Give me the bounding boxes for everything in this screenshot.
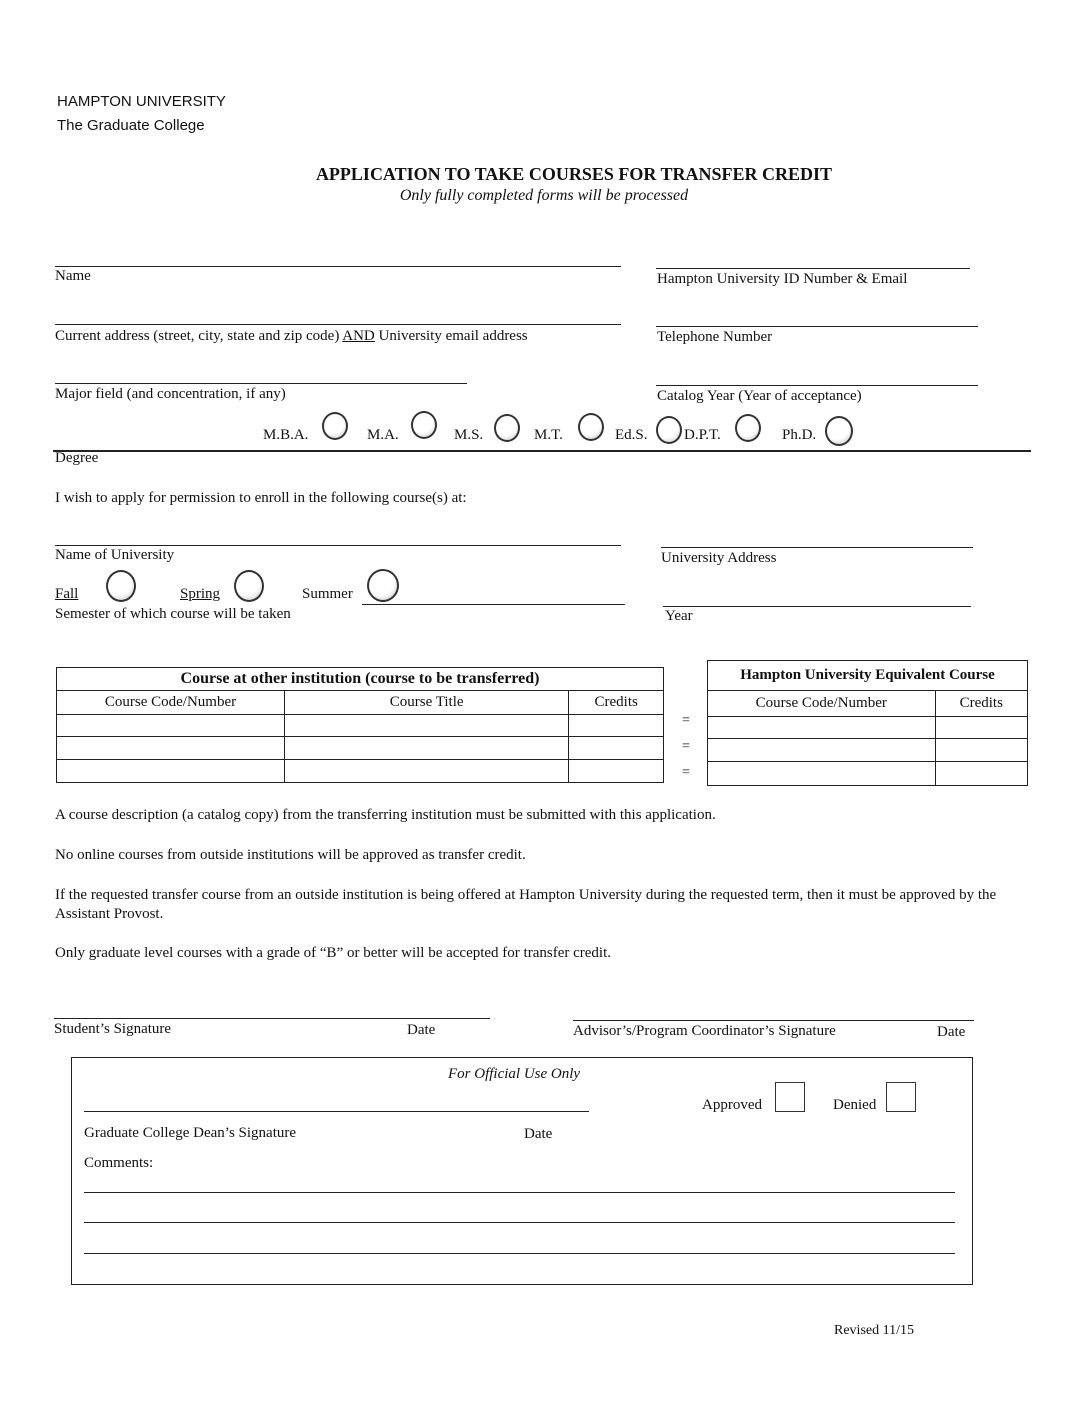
student-signature-field[interactable] xyxy=(54,1018,490,1019)
table-row xyxy=(57,760,664,783)
telephone-label: Telephone Number xyxy=(657,329,773,345)
course-code-cell[interactable] xyxy=(57,737,285,760)
course-title-cell[interactable] xyxy=(285,760,569,783)
enroll-statement: I wish to apply for permission to enroll in the following course(s) at: xyxy=(55,490,467,506)
column-header: Course Code/Number xyxy=(708,691,936,717)
hu-credits-cell[interactable] xyxy=(935,762,1028,786)
equals-sign: = xyxy=(682,739,690,754)
degree-option-label: M.A. xyxy=(367,427,399,443)
column-header: Credits xyxy=(935,691,1028,717)
name-label: Name xyxy=(55,268,91,284)
note-online-courses: No online courses from outside institutions will be approved as transfer credit. xyxy=(55,847,526,863)
form-title: APPLICATION TO TAKE COURSES FOR TRANSFER CREDIT xyxy=(315,164,833,184)
semester-radio-summer[interactable] xyxy=(367,569,399,602)
approved-label: Approved xyxy=(702,1097,762,1113)
year-label: Year xyxy=(665,608,693,624)
degree-field xyxy=(53,450,1031,452)
degree-radio-ms[interactable] xyxy=(494,414,520,442)
degree-option-label: D.P.T. xyxy=(684,427,721,443)
degree-option-label: M.B.A. xyxy=(263,427,309,443)
id-email-label: Hampton University ID Number & Email xyxy=(657,271,908,287)
university-name-label: Name of University xyxy=(55,547,175,563)
course-title-cell[interactable] xyxy=(285,715,569,737)
hu-credits-cell[interactable] xyxy=(935,717,1028,739)
semester-radio-fall[interactable] xyxy=(106,570,136,602)
major-label: Major field (and concentration, if any) xyxy=(55,386,286,402)
hu-equivalent-table xyxy=(707,660,1028,786)
credits-cell[interactable] xyxy=(569,715,664,737)
course-code-cell[interactable] xyxy=(57,715,285,737)
degree-radio-eds[interactable] xyxy=(656,416,682,444)
semester-option-label: Spring xyxy=(180,586,221,602)
address-label: Current address (street, city, state and zip code) AND University email address xyxy=(55,328,528,344)
year-field[interactable] xyxy=(663,606,971,607)
table-row xyxy=(708,717,1028,739)
comments-line[interactable] xyxy=(84,1192,955,1193)
other-institution-table xyxy=(56,667,664,783)
revised-date: Revised 11/15 xyxy=(834,1323,914,1338)
degree-radio-dpt[interactable] xyxy=(735,414,761,442)
equals-sign: = xyxy=(682,765,690,780)
university-address-label: University Address xyxy=(661,550,777,566)
degree-option-label: M.T. xyxy=(534,427,563,443)
hu-course-code-cell[interactable] xyxy=(708,717,936,739)
catalog-year-label: Catalog Year (Year of acceptance) xyxy=(657,388,862,404)
hu-credits-cell[interactable] xyxy=(935,739,1028,762)
denied-label: Denied xyxy=(833,1097,877,1113)
university-name: HAMPTON UNIVERSITY xyxy=(57,93,226,110)
course-title-cell[interactable] xyxy=(285,737,569,760)
table-row xyxy=(708,762,1028,786)
semester-option-label: Fall xyxy=(55,586,79,602)
degree-radio-mt[interactable] xyxy=(578,413,604,441)
advisor-date-label: Date xyxy=(937,1024,966,1040)
dean-signature-label: Graduate College Dean’s Signature xyxy=(84,1125,297,1141)
major-field[interactable] xyxy=(55,383,467,384)
column-header: Credits xyxy=(569,691,664,715)
degree-option-label: M.S. xyxy=(454,427,484,443)
dean-signature-field[interactable] xyxy=(84,1111,589,1112)
semester-radio-spring[interactable] xyxy=(234,570,264,602)
semester-label: Semester of which course will be taken xyxy=(55,606,291,622)
hu-course-code-cell[interactable] xyxy=(708,762,936,786)
official-use-box xyxy=(71,1057,973,1285)
name-field[interactable] xyxy=(55,266,621,267)
note-assistant-provost: If the requested transfer course from an outside institution is being offered at Hampton University during the requested term, then it must be approved by the Assistant Provost. xyxy=(55,887,997,922)
advisor-signature-label: Advisor’s/Program Coordinator’s Signature xyxy=(573,1023,836,1039)
denied-checkbox[interactable] xyxy=(886,1082,916,1112)
semester-field xyxy=(362,604,625,605)
university-name-field[interactable] xyxy=(55,545,621,546)
degree-radio-mba[interactable] xyxy=(322,412,348,440)
column-header: Course Code/Number xyxy=(57,691,285,715)
official-use-title: For Official Use Only xyxy=(448,1066,581,1082)
column-header: Course Title xyxy=(285,691,569,715)
note-grade-requirement: Only graduate level courses with a grade of “B” or better will be accepted for transfer credit. xyxy=(55,945,612,961)
comments-line[interactable] xyxy=(84,1222,955,1223)
comments-label: Comments: xyxy=(84,1155,154,1171)
address-field[interactable] xyxy=(55,324,621,325)
semester-option-label: Summer xyxy=(302,586,353,602)
form-subtitle: Only fully completed forms will be processed xyxy=(399,187,689,204)
degree-option-label: Ed.S. xyxy=(615,427,648,443)
equals-sign: = xyxy=(682,713,690,728)
university-address-field[interactable] xyxy=(661,547,973,548)
advisor-signature-field[interactable] xyxy=(573,1020,974,1021)
degree-radio-ma[interactable] xyxy=(411,411,437,439)
hu-table-title: Hampton University Equivalent Course xyxy=(708,661,1028,691)
college-name: The Graduate College xyxy=(57,117,205,134)
table-row xyxy=(57,737,664,760)
student-date-label: Date xyxy=(407,1022,436,1038)
catalog-year-field[interactable] xyxy=(656,385,978,386)
course-code-cell[interactable] xyxy=(57,760,285,783)
dean-date-label: Date xyxy=(524,1126,553,1142)
other-table-title: Course at other institution (course to be transferred) xyxy=(57,668,664,691)
credits-cell[interactable] xyxy=(569,760,664,783)
approved-checkbox[interactable] xyxy=(775,1082,805,1112)
degree-option-label: Ph.D. xyxy=(782,427,817,443)
note-catalog-copy: A course description (a catalog copy) from the transferring institution must be submitted with this application. xyxy=(55,807,716,823)
comments-line[interactable] xyxy=(84,1253,955,1254)
degree-label: Degree xyxy=(55,450,99,466)
table-row xyxy=(57,715,664,737)
hu-course-code-cell[interactable] xyxy=(708,739,936,762)
degree-radio-phd[interactable] xyxy=(825,416,853,446)
id-email-field[interactable] xyxy=(656,268,970,269)
table-row xyxy=(708,739,1028,762)
credits-cell[interactable] xyxy=(569,737,664,760)
student-signature-label: Student’s Signature xyxy=(54,1021,172,1037)
telephone-field[interactable] xyxy=(656,326,978,327)
